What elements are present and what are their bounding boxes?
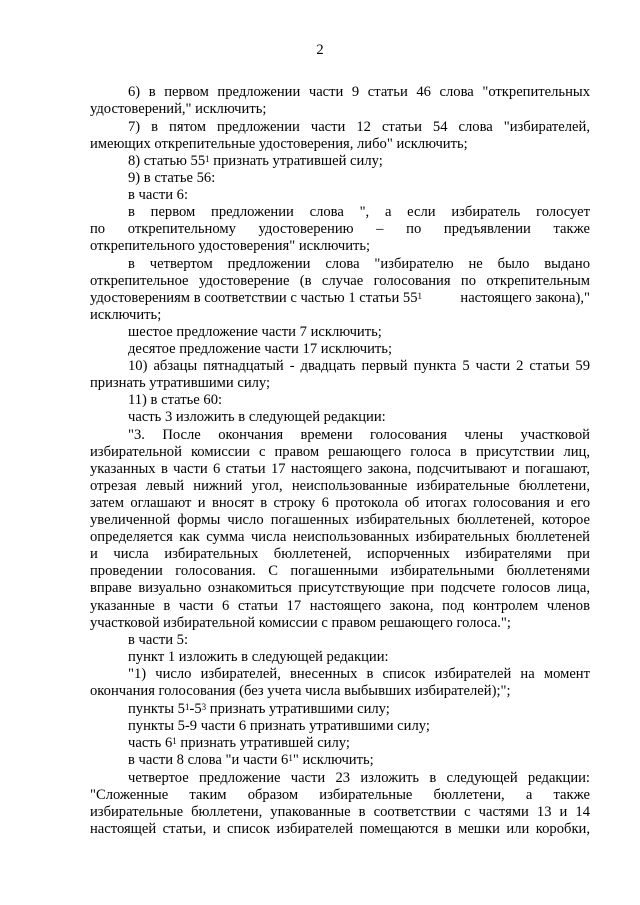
text-fragment: признать утратившими силу; bbox=[206, 701, 390, 717]
text-line: в части 5: bbox=[128, 632, 189, 648]
text-line: 7) в пятом предложении части 12 статьи 54 слова "избирателей, bbox=[128, 119, 590, 135]
text-line: указанные в части 6 статьи 17 настоящего закона, под контролем членов bbox=[90, 598, 590, 614]
text-line bbox=[128, 153, 383, 170]
superscript: 3 bbox=[201, 702, 207, 712]
text-line: признать утратившими силу; bbox=[90, 375, 271, 391]
text-fragment: " исключить; bbox=[292, 752, 374, 768]
text-line: в четвертом предложении слова "избирателю не было выдано bbox=[128, 256, 590, 272]
text-fragment: -5 bbox=[189, 701, 202, 717]
page-number: 2 bbox=[316, 42, 324, 58]
text-line: 9) в статье 56: bbox=[128, 170, 216, 186]
text-line bbox=[128, 752, 374, 769]
superscript: 1 bbox=[288, 753, 293, 763]
text-line: увеличенной формы число погашенных избирательных бюллетеней, которое bbox=[90, 512, 590, 528]
text-line: пункт 1 изложить в следующей редакции: bbox=[128, 649, 389, 665]
text-line: проведении голосования. С погашенными избирательными бюллетенями bbox=[90, 563, 590, 579]
text-line: затем оглашают и вносят в строку 6 протокола об итогах голосования и его bbox=[90, 495, 590, 511]
text-fragment: признать утратившей силу; bbox=[209, 153, 383, 169]
text-line: четвертое предложение части 23 изложить в следующей редакции: bbox=[128, 770, 590, 786]
text-line: "Сложенные таким образом избирательные бюллетени, а также bbox=[90, 787, 590, 803]
text-fragment: в части 8 слова "и части 6 bbox=[128, 752, 289, 768]
text-line: по открепительному удостоверению – по предъявлении также bbox=[90, 221, 590, 237]
text-line: "1) число избирателей, внесенных в список избирателей на момент bbox=[128, 666, 590, 682]
text-line: и числа избирательных бюллетеней, испорченных избирателями при bbox=[90, 546, 590, 562]
superscript: 1 bbox=[184, 702, 190, 712]
text-line: 11) в статье 60: bbox=[128, 392, 223, 408]
text-line: "3. После окончания времени голосования члены участковой bbox=[128, 427, 590, 443]
text-line: часть 3 изложить в следующей редакции: bbox=[128, 409, 386, 425]
text-line: участковой избирательной комиссии с правом решающего голоса."; bbox=[90, 615, 511, 631]
text-line: 10) абзацы пятнадцатый - двадцать первый пункта 5 части 2 статьи 59 bbox=[128, 358, 590, 374]
text-line: шестое предложение части 7 исключить; bbox=[128, 324, 382, 340]
text-line bbox=[128, 701, 390, 718]
text-fragment: настоящего закона)," bbox=[460, 290, 590, 306]
text-fragment: часть 6 bbox=[128, 735, 173, 751]
text-line: вправе визуально ознакомиться присутствующие при подсчете голосов лица, bbox=[90, 580, 590, 596]
text-line: в первом предложении слова ", а если избиратель голосует bbox=[128, 204, 590, 220]
text-fragment: удостоверениям в соответствии с частью 1 статьи 55 bbox=[90, 290, 418, 306]
text-line: десятое предложение части 17 исключить; bbox=[128, 341, 393, 357]
text-line: пункты 5-9 части 6 признать утратившими силу; bbox=[128, 718, 430, 734]
text-line: имеющих открепительные удостоверения, либо" исключить; bbox=[90, 136, 468, 152]
text-fragment: признать утратившей силу; bbox=[176, 735, 350, 751]
text-line: указанных в части 6 статьи 17 настоящего закона, подсчитывают и погашают, bbox=[90, 461, 590, 477]
superscript: 1 bbox=[172, 736, 177, 746]
text-fragment bbox=[90, 290, 422, 307]
text-line: избирательные бюллетени, упакованные в соответствии с частями 13 и 14 bbox=[90, 804, 590, 820]
text-line: в части 6: bbox=[128, 187, 189, 203]
text-line: открепительное удостоверение (в случае голосования по открепительным bbox=[90, 273, 590, 289]
text-line: избирательной комиссии с правом решающего голоса в присутствии лиц, bbox=[90, 444, 590, 460]
text-line: 6) в первом предложении части 9 статьи 46 слова "открепительных bbox=[128, 84, 590, 100]
text-line: отрезая левый нижний угол, неиспользованные избирательные бюллетени, bbox=[90, 478, 590, 494]
text-line: исключить; bbox=[90, 307, 162, 323]
text-fragment: пункты 5 bbox=[128, 701, 185, 717]
superscript: 1 bbox=[417, 291, 423, 301]
text-line bbox=[90, 290, 590, 307]
text-fragment: 8) статью 55 bbox=[128, 153, 206, 169]
text-line: окончания голосования (без учета числа выбывших избирателей);"; bbox=[90, 683, 511, 699]
superscript: 1 bbox=[205, 154, 210, 164]
text-line: удостоверений," исключить; bbox=[90, 101, 267, 117]
text-line bbox=[128, 735, 350, 752]
text-line: настоящей статьи, и список избирателей помещаются в мешки или коробки, bbox=[90, 821, 590, 837]
text-line: открепительного удостоверения" исключить; bbox=[90, 238, 371, 254]
text-line: определяется как сумма числа неиспользованных избирательных бюллетеней bbox=[90, 529, 590, 545]
